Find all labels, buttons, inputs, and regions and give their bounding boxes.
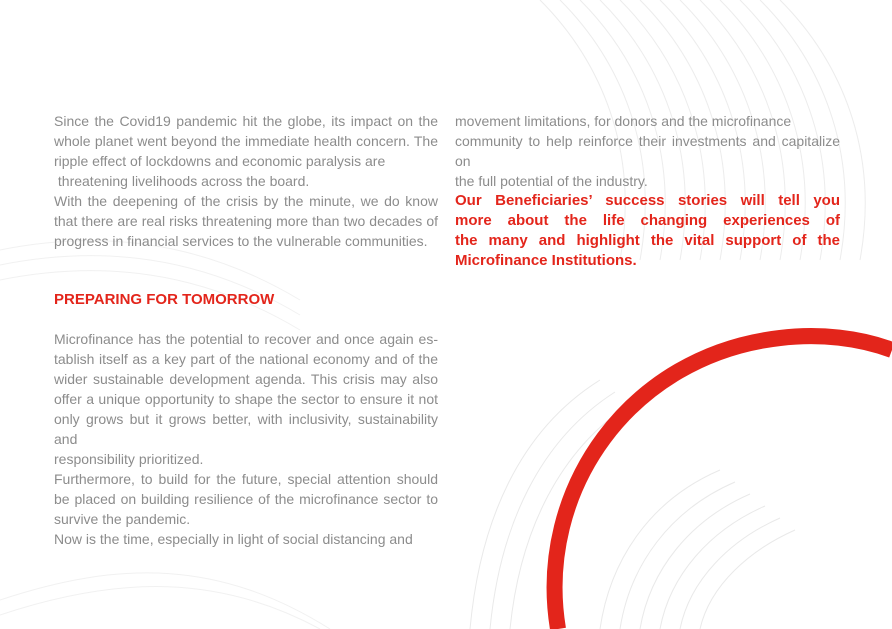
left-paragraph-1 — [54, 111, 438, 251]
section-heading: PREPARING FOR TOMORROW — [54, 291, 275, 308]
text-line: community to help reinforce their investments and capitalize on — [455, 133, 840, 169]
highlight-line: the many and highlight the vital support of the — [455, 232, 840, 249]
left-paragraph-2 — [54, 329, 438, 549]
red-arc-shape — [555, 336, 892, 629]
highlight-line: more about the life changing experiences of — [455, 212, 840, 229]
text-line: survive the pandemic. — [54, 511, 191, 527]
right-paragraph — [455, 111, 840, 191]
text-line: that there are real risks threatening more than two decades of — [54, 213, 438, 229]
text-line: responsibility prioritized. — [54, 451, 204, 467]
text-line: progress in financial services to the vulnerable communities. — [54, 233, 428, 249]
text-line: offer a unique opportunity to shape the sector to ensure it not — [54, 391, 438, 407]
text-line: With the deepening of the crisis by the minute, we do know — [54, 193, 438, 209]
text-line: only grows but it grows better, with inclusivity, sustainability and — [54, 411, 438, 447]
text-line: wider sustainable development agenda. This crisis may also — [54, 371, 438, 387]
text-line: be placed on building resilience of the microfinance sector to — [54, 491, 438, 507]
highlight-line: Microfinance Institutions. — [455, 252, 637, 269]
text-line: movement limitations, for donors and the microfinance — [455, 113, 792, 129]
text-line: Since the Covid19 pandemic hit the globe, its impact on the — [54, 113, 438, 129]
text-line: threatening livelihoods across the board. — [54, 173, 310, 189]
highlight-statement — [455, 191, 840, 271]
swirl-lines-bottom — [470, 380, 795, 629]
text-line: tablish itself as a key part of the national economy and of the — [54, 351, 438, 367]
highlight-line: Our Beneficiaries’ success stories will tell you — [455, 192, 840, 209]
text-line: the full potential of the industry. — [455, 173, 648, 189]
text-line: whole planet went beyond the immediate health concern. The — [54, 133, 438, 149]
text-line: Now is the time, especially in light of social distancing and — [54, 531, 413, 547]
text-line: ripple effect of lockdowns and economic paralysis are — [54, 153, 386, 169]
text-line: Furthermore, to build for the future, special attention should — [54, 471, 438, 487]
text-line: Microfinance has the potential to recover and once again es- — [54, 331, 438, 347]
